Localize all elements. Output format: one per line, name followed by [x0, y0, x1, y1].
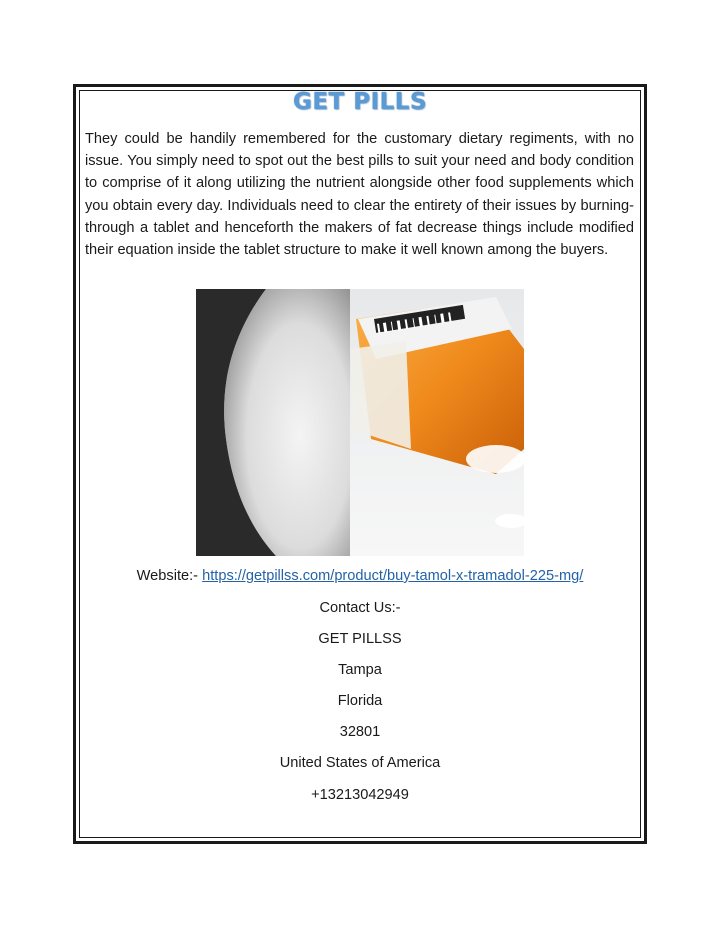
- body-paragraph: They could be handily remembered for the customary dietary regiments, with no issue. You simply need to spot out the best pills to suit your need and body condition to comprise of it along utilizing the nutrient alongside other food supplements which you obtain every day. Individuals need to clear the entirety of their issues by burning-through a tablet and henceforth the makers of fat decrease things include modified their equation inside the tablet structure to make it well known among the buyers.: [85, 131, 634, 259]
- document-title: GET PILLS: [292, 89, 428, 115]
- city-name: Tampa: [338, 662, 382, 678]
- company-name: GET PILLSS: [318, 631, 402, 647]
- zip-code: 32801: [339, 724, 381, 740]
- contact-heading: Contact Us:-: [319, 600, 401, 616]
- product-photo: [196, 289, 524, 556]
- phone-number[interactable]: +13213042949: [311, 787, 409, 803]
- state-name: Florida: [337, 693, 383, 709]
- website-link[interactable]: https://getpillss.com/product/buy-tamol-x-tramadol-225-mg/: [202, 568, 584, 584]
- website-line: [0, 568, 720, 584]
- country-name: United States of America: [279, 755, 441, 771]
- website-label: Website:-: [136, 568, 203, 584]
